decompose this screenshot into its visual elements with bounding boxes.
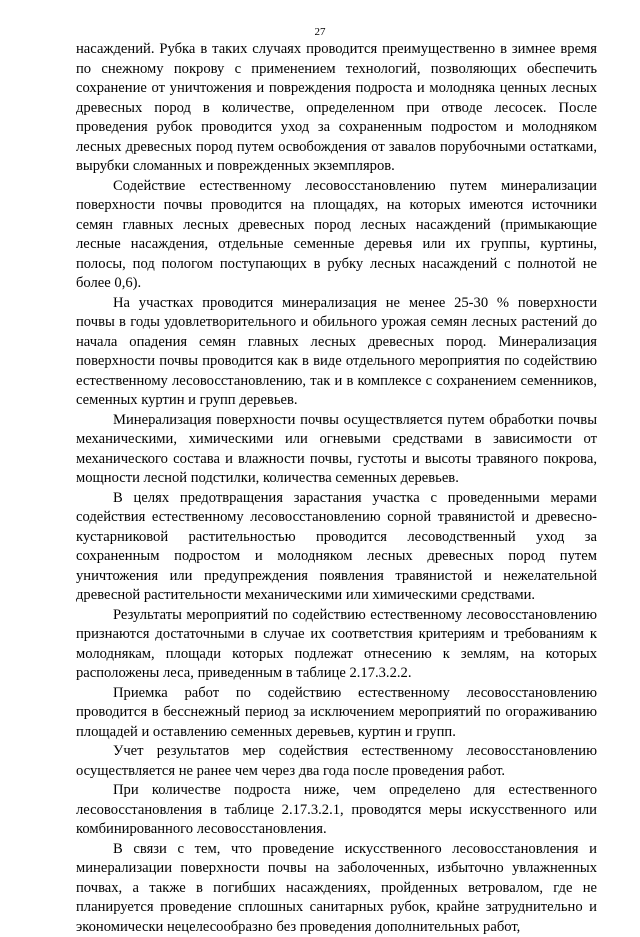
- body-text: [76, 40, 597, 937]
- paragraph: Результаты мероприятий по содействию естественному лесовосстановлению признаются достаточными в случае их соответствия критериям и требованиям к молоднякам, площади которых подлежат отнесению к землям, на которых расположены леса, приведенным в таблице 2.17.3.2.2.: [76, 606, 597, 684]
- paragraph: Содействие естественному лесовосстановлению путем минерализации поверхности почвы проводится на площадях, на которых имеются источники семян главных лесных древесных пород лесных насаждений (примыкающие лесные насаждения, отдельные семенные деревья или их группы, куртины, полосы, под пологом поступающих в рубку лесных насаждений с полнотой не более 0,6).: [76, 177, 597, 294]
- page-number: 27: [0, 25, 640, 39]
- paragraph: В целях предотвращения зарастания участка с проведенными мерами содействия естественному лесовосстановлению сорной травянистой и древесно-кустарниковой растительностью проводится лесоводственный уход за сохраненным подростом и молодняком лесных древесных пород путем уничтожения или предупреждения появления травянистой и нежелательной древесной растительности механическими или химическими средствами.: [76, 489, 597, 606]
- paragraph: В связи с тем, что проведение искусственного лесовосстановления и минерализации поверхности почвы на заболоченных, избыточно увлажненных почвах, а также в погибших насаждениях, пройденных ветровалом, где не планируется проведение сплошных санитарных рубок, крайне затруднительно и экономически нецелесообразно без проведения дополнительных работ,: [76, 840, 597, 937]
- paragraph: Учет результатов мер содействия естественному лесовосстановлению осуществляется не ранее чем через два года после проведения работ.: [76, 742, 597, 781]
- paragraph: На участках проводится минерализация не менее 25-30 % поверхности почвы в годы удовлетворительного и обильного урожая семян лесных растений до начала опадения семян главных лесных древесных пород. Минерализация поверхности почвы проводится как в виде отдельного мероприятия по содействию естественному лесовосстановлению, так и в комплексе с сохранением семенников, семенных куртин и групп деревьев.: [76, 294, 597, 411]
- paragraph: Приемка работ по содействию естественному лесовосстановлению проводится в бесснежный период за исключением мероприятий по огораживанию площадей и оставлению семенных деревьев, куртин и групп.: [76, 684, 597, 743]
- paragraph: насаждений. Рубка в таких случаях проводится преимущественно в зимнее время по снежному покрову с применением технологий, позволяющих обеспечить сохранение от уничтожения и повреждения подроста и молодняка ценных лесных древесных пород в количестве, определенном при отводе лесосек. После проведения рубок проводится уход за сохраненным подростом и молодняком лесных древесных пород путем освобождения от завалов порубочными остатками, вырубки сломанных и поврежденных экземпляров.: [76, 40, 597, 177]
- paragraph: Минерализация поверхности почвы осуществляется путем обработки почвы механическими, химическими или огневыми средствами в зависимости от механического состава и влажности почвы, густоты и высоты травяного покрова, мощности лесной подстилки, количества семенных деревьев.: [76, 411, 597, 489]
- paragraph: При количестве подроста ниже, чем определено для естественного лесовосстановления в таблице 2.17.3.2.1, проводятся меры искусственного или комбинированного лесовосстановления.: [76, 781, 597, 840]
